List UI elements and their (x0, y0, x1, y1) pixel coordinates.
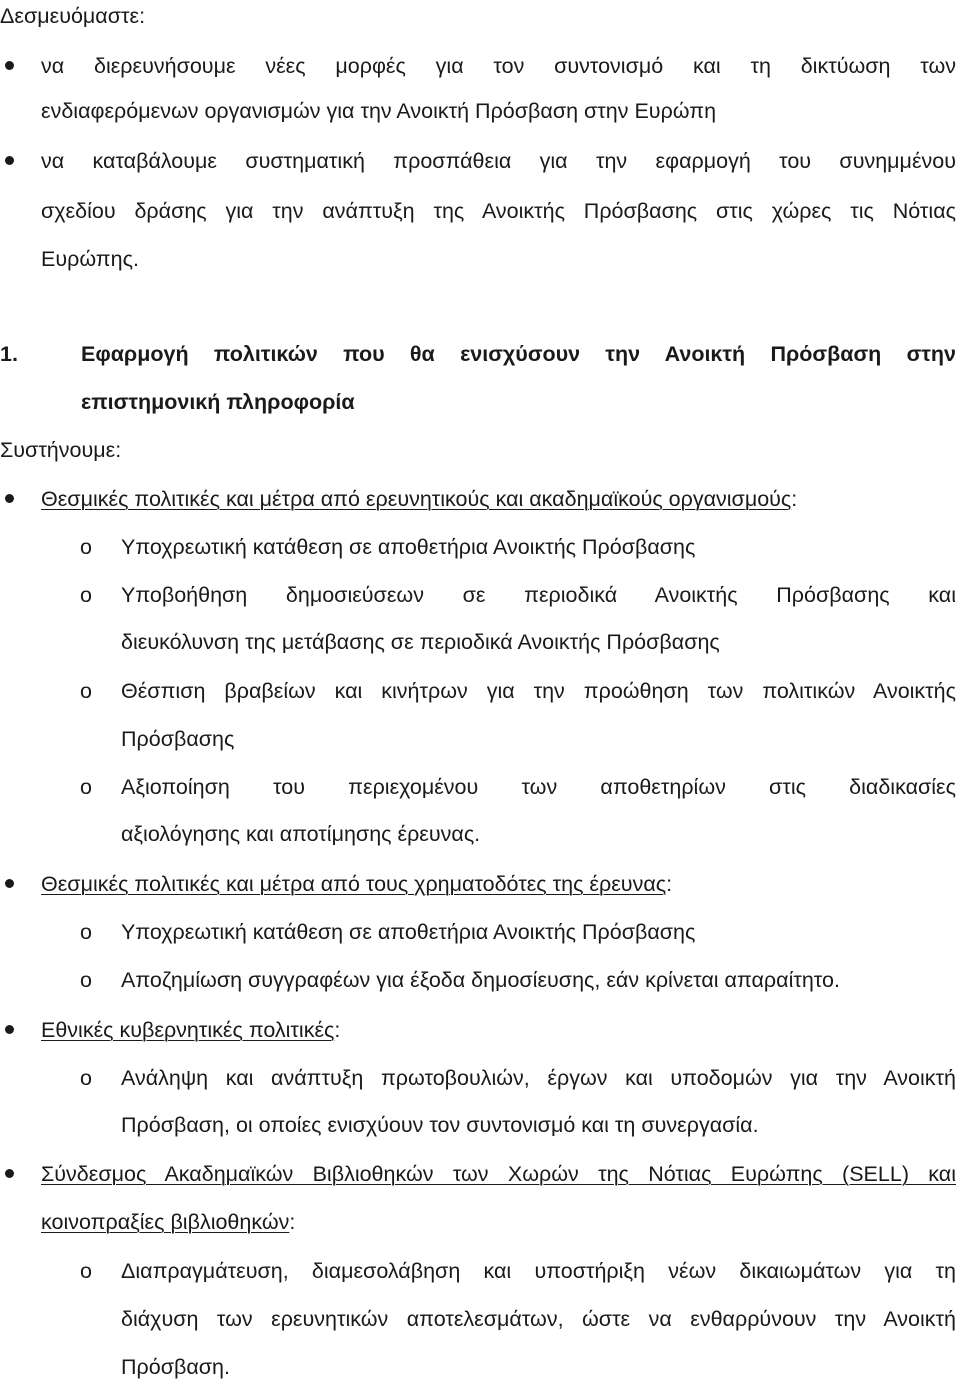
group-4-item-1-line-3: Πρόσβαση. (121, 1355, 230, 1379)
sub-bullet-icon: o (80, 583, 92, 607)
intro-heading: Δεσμευόμαστε: (0, 4, 146, 28)
recommend-heading: Συστήνουμε: (0, 438, 122, 462)
section-title-line-1: Εφαρμογή πολιτικών που θα ενισχύσουν την Ανοικτή Πρόσβαση στην (81, 342, 956, 366)
group-4-title-line-1: Σύνδεσμος Ακαδημαϊκών Βιβλιοθηκών των Χωρών της Νότιας Ευρώπης (SELL) και (41, 1162, 956, 1186)
commitment-2-line-2: σχεδίου δράσης για την ανάπτυξη της Ανοικτής Πρόσβασης στις χώρες τις Νότιας (41, 199, 956, 223)
group-3-item-1-line-1: Ανάληψη και ανάπτυξη πρωτοβουλιών, έργων και υποδομών για την Ανοικτή (121, 1066, 956, 1090)
bullet-icon (5, 156, 14, 165)
group-3-item-1-line-2: Πρόσβαση, οι οποίες ενισχύουν τον συντονισμό και τη συνεργασία. (121, 1113, 759, 1137)
sub-bullet-icon: o (80, 535, 92, 559)
sub-bullet-icon: o (80, 775, 92, 799)
group-1-item-3-line-1: Θέσπιση βραβείων και κινήτρων για την προώθηση των πολιτικών Ανοικτής (121, 679, 956, 703)
bullet-icon (5, 494, 14, 503)
group-4-item-1-line-1: Διαπραγμάτευση, διαμεσολάβηση και υποστήριξη νέων δικαιωμάτων για τη (121, 1259, 956, 1283)
section-number: 1. (0, 342, 18, 366)
group-3-title: Εθνικές κυβερνητικές πολιτικές: (41, 1018, 341, 1042)
commitment-2-line-3: Ευρώπης. (41, 247, 139, 271)
bullet-icon (5, 879, 14, 888)
group-1-item-3-line-2: Πρόσβασης (121, 727, 235, 751)
group-4-title-line-2: κοινοπραξίες βιβλιοθηκών: (41, 1210, 296, 1234)
section-title-line-2: επιστημονική πληροφορία (81, 390, 355, 414)
sub-bullet-icon: o (80, 679, 92, 703)
group-1-item-4-line-2: αξιολόγησης και αποτίμησης έρευνας. (121, 822, 481, 846)
sub-bullet-icon: o (80, 1066, 92, 1090)
commitment-1-line-1: να διερευνήσουμε νέες μορφές για τον συντονισμό και τη δικτύωση των (41, 54, 956, 78)
group-1-item-2-line-2: διευκόλυνση της μετάβασης σε περιοδικά Ανοικτής Πρόσβασης (121, 630, 720, 654)
bullet-icon (5, 1025, 14, 1034)
group-2-title: Θεσμικές πολιτικές και μέτρα από τους χρηματοδότες της έρευνας: (41, 872, 673, 896)
commitment-1-line-2: ενδιαφερόμενων οργανισμών για την Ανοικτή Πρόσβαση στην Ευρώπη (41, 99, 717, 123)
group-1-item-2-line-1: Υποβοήθηση δημοσιεύσεων σε περιοδικά Ανοικτής Πρόσβασης και (121, 583, 956, 607)
group-2-item-2: Αποζημίωση συγγραφέων για έξοδα δημοσίευσης, εάν κρίνεται απαραίτητο. (121, 968, 840, 992)
bullet-icon (5, 1169, 14, 1178)
commitment-2-line-1: να καταβάλουμε συστηματική προσπάθεια για την εφαρμογή του συνημμένου (41, 149, 956, 173)
group-2-item-1: Υποχρεωτική κατάθεση σε αποθετήρια Ανοικτής Πρόσβασης (121, 920, 696, 944)
sub-bullet-icon: o (80, 1259, 92, 1283)
group-4-item-1-line-2: διάχυση των ερευνητικών αποτελεσμάτων, ώστε να ενθαρρύνουν την Ανοικτή (121, 1307, 956, 1331)
bullet-icon (5, 61, 14, 70)
group-1-item-4-line-1: Αξιοποίηση του περιεχομένου των αποθετηρίων στις διαδικασίες (121, 775, 956, 799)
group-1-title: Θεσμικές πολιτικές και μέτρα από ερευνητικούς και ακαδημαϊκούς οργανισμούς: (41, 487, 798, 511)
sub-bullet-icon: o (80, 920, 92, 944)
sub-bullet-icon: o (80, 968, 92, 992)
group-1-item-1: Υποχρεωτική κατάθεση σε αποθετήρια Ανοικτής Πρόσβασης (121, 535, 696, 559)
